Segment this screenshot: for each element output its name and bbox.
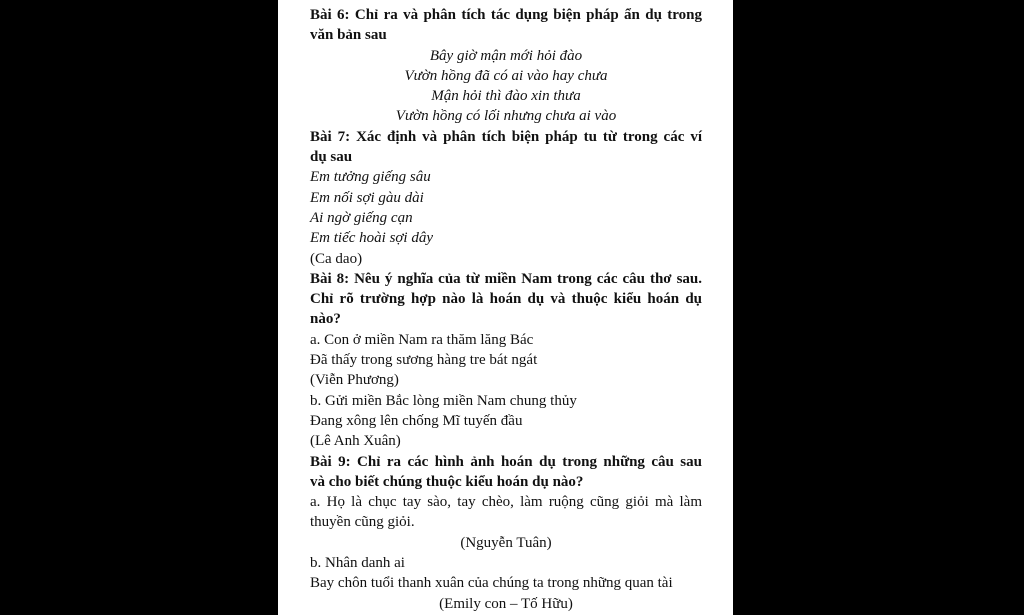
- bai7-poem-line: Em nối sợi gàu dài: [310, 189, 424, 206]
- bai6-poem-line: Bây giờ mận mới hỏi đào: [429, 47, 583, 64]
- bai9-a-source: (Nguyễn Tuân): [460, 534, 552, 551]
- bai8-heading-line2: Chỉ rõ trường hợp nào là hoán dụ và thuộc kiểu hoán dụ: [310, 291, 702, 308]
- bai7-poem-line: Em tưởng giếng sâu: [310, 169, 431, 186]
- bai8-b-line: Đang xông lên chống Mĩ tuyến đầu: [310, 412, 523, 429]
- bai8-b-line: b. Gửi miền Bắc lòng miền Nam chung thủy: [310, 392, 577, 409]
- bai6-heading-line1: Bài 6: Chỉ ra và phân tích tác dụng biện pháp ẩn dụ trong: [310, 7, 702, 23]
- document-page: [278, 0, 733, 615]
- bai6-poem-line: Mận hỏi thì đào xin thưa: [431, 88, 581, 105]
- bai8-heading-line1: Bài 8: Nêu ý nghĩa của từ miền Nam trong các câu thơ sau.: [310, 270, 702, 287]
- bai6-heading-line2: văn bản sau: [310, 27, 387, 44]
- bai9-b-source: (Emily con – Tố Hữu): [439, 595, 573, 612]
- bai9-b-line2: Bay chôn tuổi thanh xuân của chúng ta trong những quan tài: [310, 575, 673, 592]
- bai9-heading-line2: và cho biết chúng thuộc kiểu hoán dụ nào?: [310, 473, 584, 490]
- bai8-b-source: (Lê Anh Xuân): [310, 433, 401, 450]
- bai8-a-source: (Viễn Phương): [310, 372, 399, 389]
- bai7-poem-line: Ai ngờ giếng cạn: [310, 209, 413, 226]
- bai9-a-line1: a. Họ là chục tay sào, tay chèo, làm ruộng cũng giỏi mà làm: [310, 494, 702, 511]
- bai7-heading-line1: Bài 7: Xác định và phân tích biện pháp tu từ trong các ví: [310, 128, 702, 145]
- bai9-a-line2: thuyền cũng giỏi.: [310, 514, 415, 531]
- document-content: [310, 5, 702, 614]
- bai9-heading-line1: Bài 9: Chỉ ra các hình ảnh hoán dụ trong những câu sau: [310, 453, 702, 470]
- bai7-poem-line: Em tiếc hoài sợi dây: [310, 230, 433, 247]
- bai8-a-line: Đã thấy trong sương hàng tre bát ngát: [310, 352, 538, 369]
- bai9-b-line1: b. Nhân danh ai: [310, 555, 405, 572]
- bai7-source: (Ca dao): [310, 250, 363, 267]
- bai6-poem-line: Vườn hồng có lối nhưng chưa ai vào: [395, 108, 617, 125]
- bai8-a-line: a. Con ở miền Nam ra thăm lăng Bác: [310, 331, 534, 348]
- bai6-poem-line: Vườn hồng đã có ai vào hay chưa: [404, 67, 608, 84]
- bai8-heading-line3: nào?: [310, 311, 341, 328]
- bai7-heading-line2: dụ sau: [310, 149, 353, 166]
